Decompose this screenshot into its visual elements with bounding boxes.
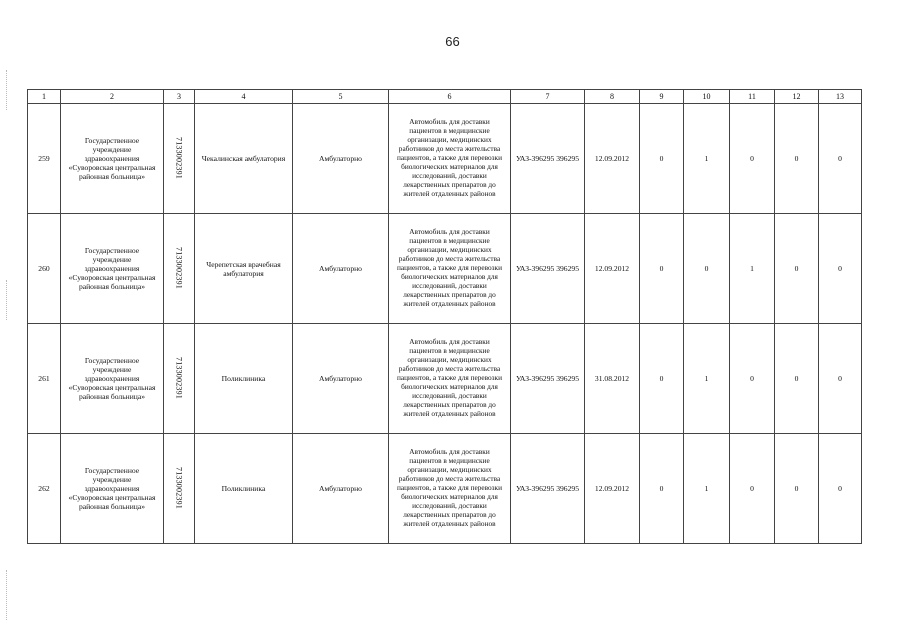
value-cell: 1 [684,434,730,544]
organization-cell: Государственное учреждение здравоохранения «Суворовская центральная районная больница» [61,214,164,324]
column-header: 6 [389,90,511,104]
column-header: 7 [511,90,585,104]
value-cell: 1 [730,214,775,324]
code-cell [164,434,195,544]
value-cell: 0 [775,434,819,544]
purpose-cell: Автомобиль для доставки пациентов в медицинские организации, медицинских работников до места жительства пациентов, а также для перевозки биологических материалов для исследований, доставки лекарственных препаратов до жителей отдаленных районов [389,434,511,544]
value-cell: 1 [684,104,730,214]
column-header: 2 [61,90,164,104]
unit-cell: Поликлиника [195,434,293,544]
column-header: 11 [730,90,775,104]
code-cell [164,104,195,214]
column-header: 1 [28,90,61,104]
column-header: 8 [585,90,640,104]
header-row [28,90,862,104]
date-cell: 12.09.2012 [585,104,640,214]
value-cell: 0 [775,324,819,434]
code-cell [164,324,195,434]
vehicle-cell: УАЗ-396295 396295 [511,214,585,324]
vehicle-cell: УАЗ-396295 396295 [511,324,585,434]
value-cell: 0 [775,104,819,214]
value-cell: 0 [640,434,684,544]
care-type-cell: Амбулаторно [293,324,389,434]
column-header: 12 [775,90,819,104]
value-cell: 0 [640,104,684,214]
table-row [28,104,862,214]
page-number: 66 [445,34,460,49]
value-cell: 0 [819,104,862,214]
column-header: 10 [684,90,730,104]
date-cell: 12.09.2012 [585,214,640,324]
row-number: 259 [28,104,61,214]
value-cell: 0 [819,214,862,324]
row-number: 260 [28,214,61,324]
value-cell: 0 [730,324,775,434]
table-row [28,324,862,434]
value-cell: 0 [775,214,819,324]
register-table [27,89,862,544]
unit-cell: Поликлиника [195,324,293,434]
value-cell: 0 [640,324,684,434]
column-header: 5 [293,90,389,104]
column-header: 4 [195,90,293,104]
vehicle-cell: УАЗ-396295 396295 [511,434,585,544]
column-header: 13 [819,90,862,104]
table-row [28,434,862,544]
value-cell: 0 [819,434,862,544]
column-header: 3 [164,90,195,104]
code-cell [164,214,195,324]
inn-code: 7133002391 [174,466,184,509]
unit-cell: Черепетская врачебная амбулатория [195,214,293,324]
column-header: 9 [640,90,684,104]
inn-code: 7133002391 [174,246,184,289]
organization-cell: Государственное учреждение здравоохранения «Суворовская центральная районная больница» [61,434,164,544]
left-margin-marks [6,280,9,320]
purpose-cell: Автомобиль для доставки пациентов в медицинские организации, медицинских работников до места жительства пациентов, а также для перевозки биологических материалов для исследований, доставки лекарственных препаратов до жителей отдаленных районов [389,104,511,214]
value-cell: 0 [684,214,730,324]
value-cell: 0 [730,104,775,214]
row-number: 261 [28,324,61,434]
value-cell: 1 [684,324,730,434]
value-cell: 0 [819,324,862,434]
organization-cell: Государственное учреждение здравоохранения «Суворовская центральная районная больница» [61,104,164,214]
unit-cell: Чекалинская амбулатория [195,104,293,214]
vehicle-cell: УАЗ-396295 396295 [511,104,585,214]
left-margin-marks [6,570,9,620]
care-type-cell: Амбулаторно [293,104,389,214]
care-type-cell: Амбулаторно [293,214,389,324]
value-cell: 0 [730,434,775,544]
value-cell: 0 [640,214,684,324]
purpose-cell: Автомобиль для доставки пациентов в медицинские организации, медицинских работников до места жительства пациентов, а также для перевозки биологических материалов для исследований, доставки лекарственных препаратов до жителей отдаленных районов [389,324,511,434]
left-margin-marks [6,70,9,110]
date-cell: 12.09.2012 [585,434,640,544]
care-type-cell: Амбулаторно [293,434,389,544]
inn-code: 7133002391 [174,356,184,399]
date-cell: 31.08.2012 [585,324,640,434]
organization-cell: Государственное учреждение здравоохранения «Суворовская центральная районная больница» [61,324,164,434]
row-number: 262 [28,434,61,544]
inn-code: 7133002391 [174,136,184,179]
purpose-cell: Автомобиль для доставки пациентов в медицинские организации, медицинских работников до места жительства пациентов, а также для перевозки биологических материалов для исследований, доставки лекарственных препаратов до жителей отдаленных районов [389,214,511,324]
table-row [28,214,862,324]
